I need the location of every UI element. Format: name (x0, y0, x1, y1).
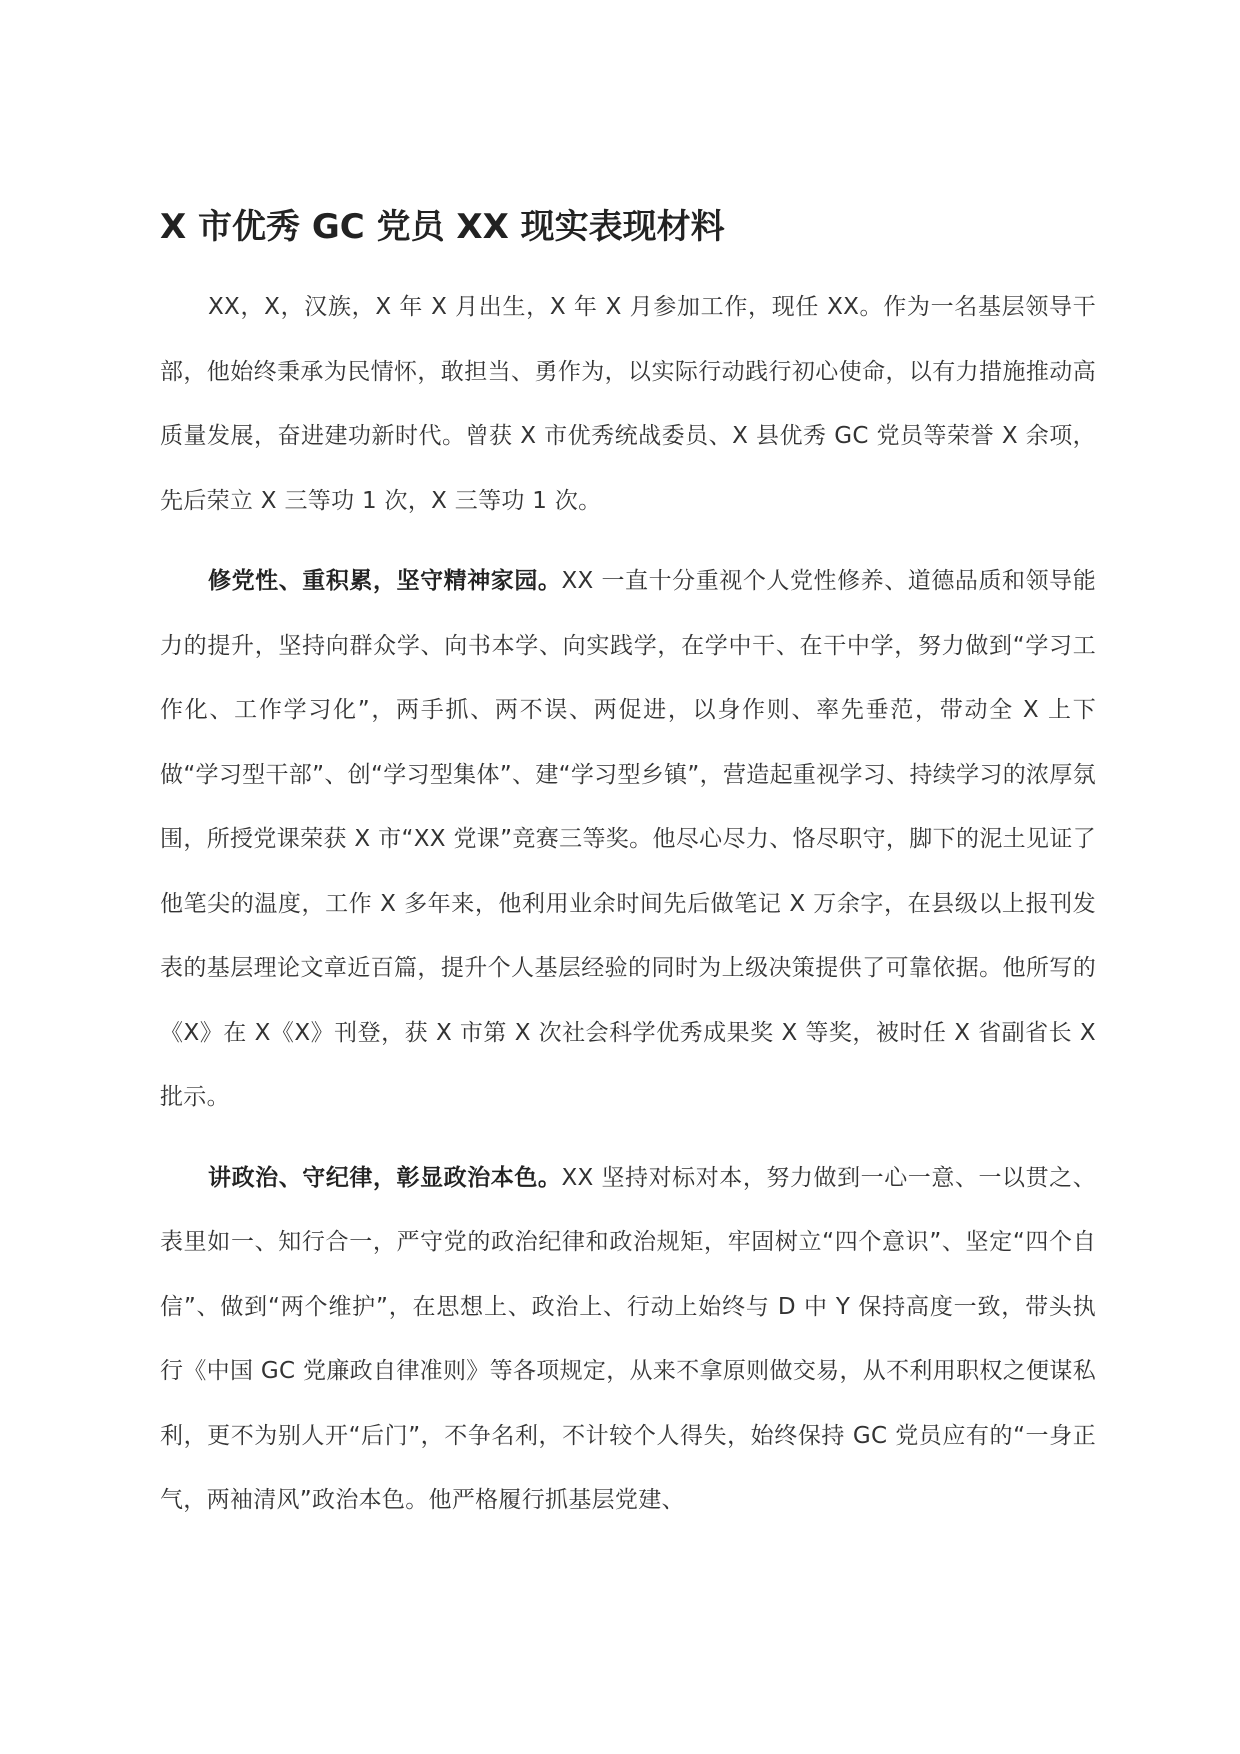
paragraph-intro (160, 275, 1096, 533)
paragraph-lead: 讲政治、守纪律，彰显政治本色。 (208, 1164, 562, 1191)
paragraph-body: XX，X，汉族，X 年 X 月出生，X 年 X 月参加工作，现任 XX。作为一名基层领导干部，他始终秉承为民情怀，敢担当、勇作为，以实际行动践行初心使命，以有力措施推动高质量发展，奋进建功新时代。曾获 X 市优秀统战委员、X 县优秀 GC 党员等荣誉 X 余项，先后荣立 X 三等功 1 次，X 三等功 1 次。 (160, 294, 1096, 514)
paragraph-politics-discipline (160, 1146, 1096, 1533)
paragraph-body: XX 一直十分重视个人党性修养、道德品质和领导能力的提升，坚持向群众学、向书本学、向实践学，在学中干、在干中学，努力做到“学习工作化、工作学习化”，两手抓、两不误、两促进，以身作则、率先垂范，带动全 X 上下做“学习型干部”、创“学习型集体”、建“学习型乡镇”，营造起重视学习、持续学习的浓厚氛围，所授党课荣获 X 市“XX 党课”竞赛三等奖。他尽心尽力、恪尽职守，脚下的泥土见证了他笔尖的温度，工作 X 多年来，他利用业余时间先后做笔记 X 万余字，在县级以上报刊发表的基层理论文章近百篇，提升个人基层经验的同时为上级决策提供了可靠依据。他所写的《X》在 X《X》刊登，获 X 市第 X 次社会科学优秀成果奖 X 等奖，被时任 X 省副省长 X 批示。 (160, 568, 1097, 1110)
paragraph-body: XX 坚持对标对本，努力做到一心一意、一以贯之、表里如一、知行合一，严守党的政治纪律和政治规矩，牢固树立“四个意识”、坚定“四个自信”、做到“两个维护”，在思想上、政治上、行动上始终与 D 中 Y 保持高度一致，带头执行《中国 GC 党廉政自律准则》等各项规定，从来不拿原则做交易，从不利用职权之便谋私利，更不为别人开“后门”，不争名利，不计较个人得失，始终保持 GC 党员应有的“一身正气，两袖清风”政治本色。他严格履行抓基层党建、 (160, 1164, 1097, 1513)
document-title: X 市优秀 GC 党员 XX 现实表现材料 (160, 207, 725, 247)
paragraph-party-spirit (160, 549, 1096, 1130)
paragraph-lead: 修党性、重积累，坚守精神家园。 (208, 568, 562, 594)
document-page (160, 195, 1096, 1549)
